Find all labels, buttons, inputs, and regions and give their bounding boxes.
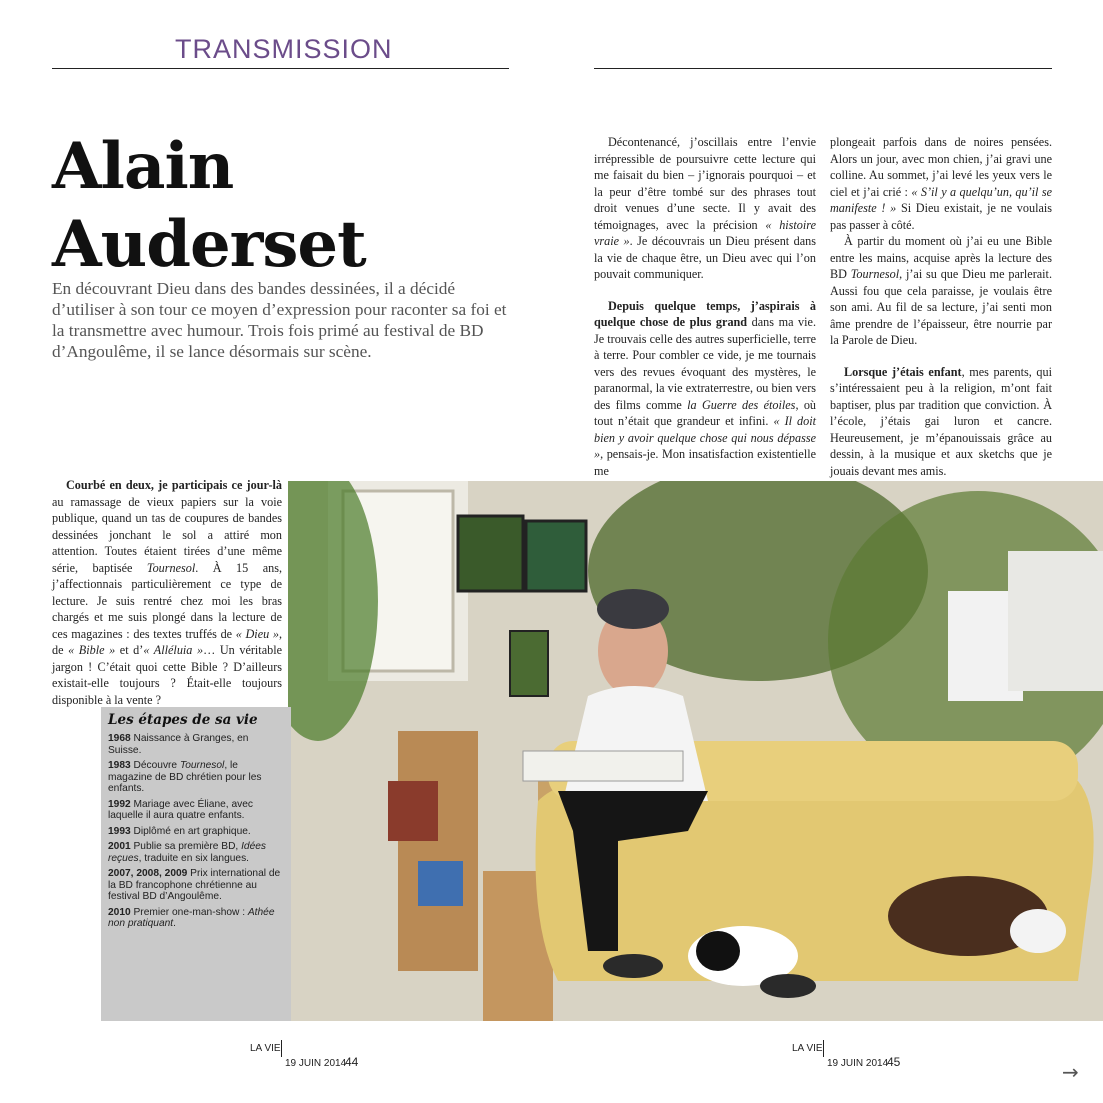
timeline-text: Découvre (130, 760, 180, 771)
timeline-title: Idées reçues (108, 841, 267, 864)
column-2-paragraph-1: Décontenancé, j’oscillais entre l’envie irrépressible de poursuivre cette lecture qui me faisait du bien – j’ignorais pourquoi – et la peur d’être tombé sur des phrases tout droit venues d’une secte. Il y avait des témoignages, avec la précision « histoire vraie ». Je découvrais un Dieu présent dans la vie de chaque être, un Dieu avec qui l’on pouvait communiquer. (594, 135, 817, 281)
article-column-1 (52, 477, 282, 708)
column-2-paragraph-2: Depuis quelque temps, j’aspirais à quelque chose de plus grand dans ma vie. Je trouvais celle des autres superficielle, terre à terre. Pour combler ce vide, je me tournais vers des revues évoquant des mystères, le paranormal, la vie extraterrestre, ou bien vers des films comme la Guerre des étoiles, où tout n’était que grandeur et infini. « Il doit bien y avoir quelque chose qui nous dépasse », pensais-je. Mon insatisfaction existentielle me (594, 298, 816, 478)
timeline-year: 1968 (108, 733, 131, 744)
timeline-title: Athée non pratiquant (108, 906, 275, 929)
portrait-photo (288, 481, 1103, 1021)
header-rule-left (52, 68, 509, 69)
timeline-event (108, 907, 284, 930)
timeline-text-end: , traduite en six langues. (138, 852, 250, 864)
section-label: TRANSMISSION (175, 34, 393, 64)
timeline-text: Publie sa première BD, (130, 841, 242, 852)
folio-left-magazine: LA VIE (250, 1043, 281, 1054)
folio-right-magazine: LA VIE (792, 1043, 823, 1054)
timeline-text-end: . (173, 918, 176, 929)
timeline-text: Premier one-man-show : (130, 906, 248, 918)
timeline-text-end: , le magazine de BD chrétien pour les enfants. (108, 760, 262, 794)
folio-right-divider (823, 1040, 824, 1057)
timeline-year: 1992 (108, 798, 131, 810)
headline (52, 128, 366, 284)
timeline-list (108, 733, 284, 934)
timeline-event (108, 826, 284, 838)
headline-first-name: Alain (52, 129, 234, 204)
timeline-year: 1993 (108, 825, 131, 837)
column-3-paragraph-3: Lorsque j’étais enfant, mes parents, qui s’intéressaient peu à la religion, m’ont fait baptiser, plus par tradition que conviction. À l’école, j’étais gai luron et cancre. Heureusement, je m’épanouissais grâce au dessin, à la musique et aux sketchs que je jouais devant mes amis. (830, 364, 1052, 478)
next-page-arrow-icon[interactable]: → (1062, 1060, 1079, 1084)
timeline-text: Prix international de la BD francophone chrétienne au festival BD d’Angoulême. (108, 868, 281, 902)
timeline-event (108, 868, 284, 903)
timeline-text: Diplômé en art graphique. (130, 825, 251, 837)
article-column-3 (830, 134, 1052, 479)
folio-right-page-number: 45 (887, 1055, 901, 1069)
folio-right-date: 19 JUIN 2014 (827, 1058, 889, 1069)
life-stages-sidebar (101, 707, 291, 1021)
timeline-title: Tournesol (179, 760, 225, 771)
column-3-paragraph-1: plongeait parfois dans de noires pensées. Alors un jour, avec mon chien, j’ai gravi une colline. Au sommet, j’ai levé les yeux vers le ciel et j’ai crié : « S’il y a quelqu’un, qu’il se manifeste ! » Si Dieu existait, je ne voulais pas passer à côté. (830, 135, 1053, 232)
timeline-year: 1983 (108, 760, 131, 771)
timeline-text: Mariage avec Éliane, avec laquelle il aura quatre enfants. (108, 798, 253, 821)
article-column-2 (594, 134, 816, 479)
timeline-year: 2001 (108, 841, 131, 852)
folio-left-divider (281, 1040, 282, 1057)
sidebar-title: Les étapes de sa vie (108, 712, 258, 728)
timeline-event (108, 733, 284, 756)
header-rule-right (594, 68, 1052, 69)
timeline-event (108, 799, 284, 822)
timeline-event (108, 760, 284, 795)
folio-left-page-number: 44 (345, 1055, 359, 1069)
column-1-paragraph: Courbé en deux, je participais ce jour-là au ramassage de vieux papiers sur la voie publique, quand un tas de coupures de bandes dessinées jonchant le sol a attiré mon attention. Toutes étaient tirées d’une même série, baptisée Tournesol. À 15 ans, j’affectionnais particulièrement ce type de lecture. Je suis rentré chez moi les bras chargés et me suis plongé dans la lecture de ces magazines : des textes truffés de « Dieu », de « Bible » et d’« Alléluia »… Un véritable jargon ! C’était quoi cette Bible ? D’ailleurs existait-elle toujours ? Était-elle toujours disponible à la vente ? (52, 478, 282, 707)
folio-left-date: 19 JUIN 2014 (285, 1058, 347, 1069)
timeline-text: Naissance à Granges, en Suisse. (108, 733, 249, 756)
headline-last-name: Auderset (52, 207, 366, 282)
timeline-event (108, 841, 284, 864)
portrait-photo-illustration (288, 481, 1103, 1021)
column-3-paragraph-2: À partir du moment où j’ai eu une Bible entre les mains, acquise après la lecture des BD Tournesol, j’ai su que Dieu me parlerait. Aussi fou que cela paraisse, je voulais être son ami. Au fil de sa lecture, j’ai senti mon âme prendre de l’épaisseur, être nourrie par la Parole de Dieu. (830, 234, 1052, 347)
standfirst: En découvrant Dieu dans des bandes dessinées, il a décidé d’utiliser à son tour ce moyen d’expression pour raconter sa foi et la transmettre avec humour. Trois fois primé au festival de BD d’Angoulême, il se lance désormais sur scène. (52, 279, 507, 361)
timeline-year: 2007, 2008, 2009 (108, 868, 188, 879)
timeline-year: 2010 (108, 906, 131, 918)
